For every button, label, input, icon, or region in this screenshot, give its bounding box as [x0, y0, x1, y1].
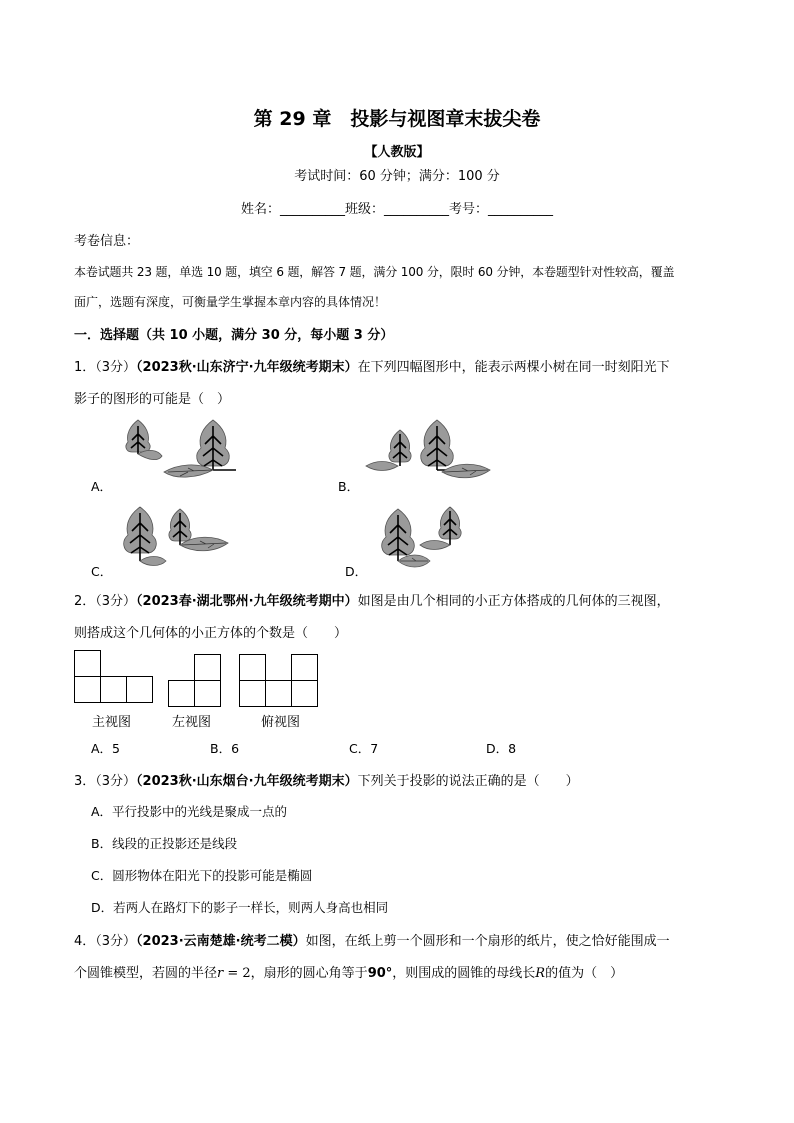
info-heading: 考卷信息： — [74, 234, 140, 249]
question-4-text-b: ，扇形的圆心角等于 — [250, 966, 368, 981]
top-view-label: 俯视图 — [261, 715, 301, 730]
tree-shadow-icon — [140, 557, 166, 566]
question-2-line-2: 则搭成这个几何体的小正方体的个数是（ ） — [74, 626, 348, 641]
front-view-label: 主视图 — [92, 715, 132, 730]
question-1-option-b[interactable]: B． — [338, 479, 360, 494]
small-tree-icon — [439, 507, 461, 545]
student-info-line: 姓名：__________班级：__________考号：__________ — [240, 202, 553, 217]
info-line-1: 本卷试题共 23 题，单选 10 题，填空 6 题，解答 7 题，满分 100 分，限时 60 分钟，本卷题型针对性较高，覆盖 — [74, 265, 675, 279]
left-view-figure — [168, 654, 224, 708]
slant-height-variable: R — [535, 966, 546, 981]
section-heading: 一．选择题（共 10 小题，满分 30 分，每小题 3 分） — [74, 328, 394, 343]
small-tree-icon — [169, 509, 191, 545]
question-1-option-a[interactable]: A． — [91, 479, 113, 494]
question-2-source: （2023春·湖北鄂州·九年级统考期中） — [136, 594, 358, 609]
question-1-text: 在下列四幅图形中，能表示两棵小树在同一时刻阳光下 — [357, 360, 670, 375]
large-tree-icon — [382, 509, 415, 561]
tree-shadow-icon — [138, 450, 162, 459]
question-2-option-d[interactable]: D．8 — [486, 741, 517, 756]
question-3-option-d[interactable]: D．若两人在路灯下的影子一样长，则两人身高也相同 — [91, 900, 389, 915]
question-2-option-c[interactable]: C．7 — [349, 741, 379, 756]
question-4-source: （2023·云南楚雄·统考二模） — [136, 934, 306, 949]
large-tree-icon — [197, 420, 236, 470]
question-3-text: 下列关于投影的说法正确的是（ ） — [357, 774, 579, 789]
angle-value: 90° — [367, 966, 393, 981]
question-1-source: （2023秋·山东济宁·九年级统考期末） — [136, 360, 358, 375]
question-1-option-c[interactable]: C． — [91, 564, 113, 579]
question-1-number: 1．（3分） — [74, 360, 137, 375]
info-line-2: 面广，选题有深度，可衡量学生掌握本章内容的具体情况！ — [74, 295, 387, 309]
option-a-figure — [118, 418, 248, 490]
question-4-text-a: 个圆锥模型，若圆的半径 — [74, 966, 218, 981]
radius-value: = 2 — [223, 966, 251, 981]
exam-time-info: 考试时间：60 分钟；满分：100 分 — [294, 169, 500, 184]
option-c-figure — [118, 505, 248, 577]
question-4-line-1 — [74, 930, 670, 949]
question-3-number: 3．（3分） — [74, 774, 137, 789]
question-4-text-d: 的值为（ ） — [545, 966, 624, 981]
question-3-line-1 — [74, 770, 579, 789]
front-view-figure — [74, 650, 154, 704]
question-3-source: （2023秋·山东烟台·九年级统考期末） — [136, 774, 358, 789]
question-2-text: 如图是由几个相同的小正方体搭成的几何体的三视图， — [357, 594, 670, 609]
large-tree-icon — [421, 420, 454, 470]
question-1-option-d[interactable]: D． — [345, 564, 368, 579]
question-1-line-1 — [74, 356, 670, 375]
page-title: 第 29 章 投影与视图章末拔尖卷 — [253, 108, 541, 130]
question-3-option-b[interactable]: B．线段的正投影还是线段 — [91, 836, 238, 851]
option-d-figure — [370, 505, 490, 577]
question-4-line-2 — [74, 962, 623, 981]
top-view-figure — [239, 654, 319, 708]
question-3-option-c[interactable]: C．圆形物体在阳光下的投影可能是椭圆 — [91, 868, 313, 883]
question-2-option-b[interactable]: B．6 — [210, 741, 240, 756]
large-tree-icon — [124, 507, 157, 561]
question-2-option-a[interactable]: A．5 — [91, 741, 121, 756]
question-3-option-a[interactable]: A．平行投影中的光线是聚成一点的 — [91, 804, 288, 819]
question-4-text: 如图，在纸上剪一个圆形和一个扇形的纸片，使之恰好能围成一 — [305, 934, 670, 949]
question-4-text-c: ，则围成的圆锥的母线长 — [392, 966, 536, 981]
question-2-line-1 — [74, 590, 670, 609]
question-2-number: 2．（3分） — [74, 594, 137, 609]
question-4-number: 4．（3分） — [74, 934, 137, 949]
small-tree-icon — [389, 430, 411, 466]
radius-variable: r — [217, 966, 224, 981]
tree-shadow-icon — [420, 541, 450, 550]
left-view-label: 左视图 — [172, 715, 212, 730]
edition-label: 【人教版】 — [364, 145, 430, 160]
question-1-line-2: 影子的图形的可能是（ ） — [74, 392, 231, 407]
small-tree-icon — [126, 420, 150, 454]
option-b-figure — [362, 418, 492, 490]
tree-shadow-icon — [366, 462, 398, 471]
